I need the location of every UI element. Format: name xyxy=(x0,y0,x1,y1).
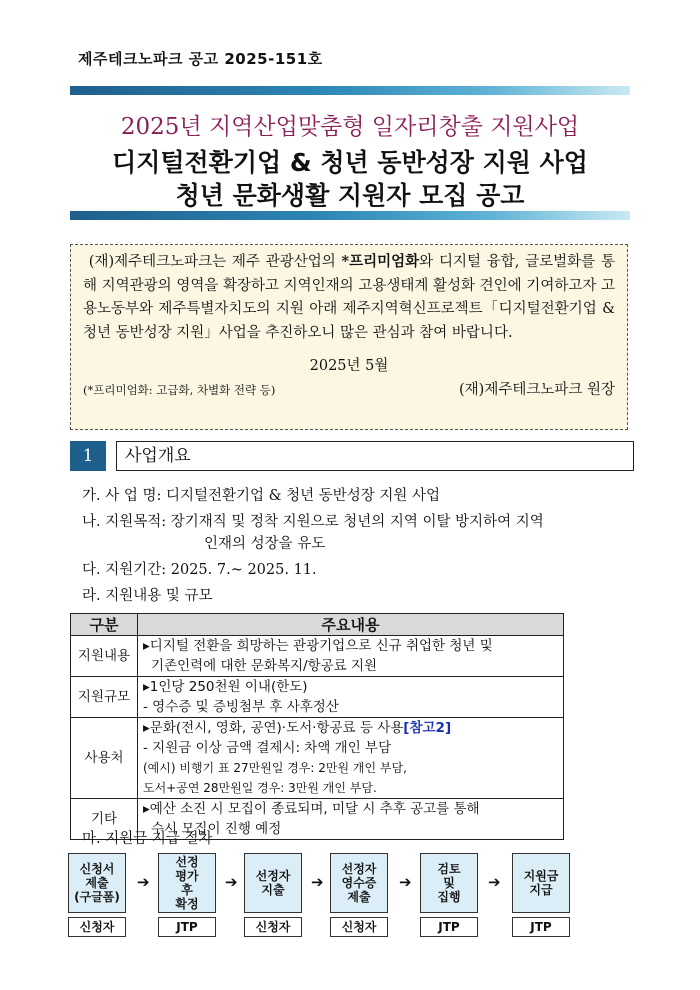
section-title: 사업개요 xyxy=(116,441,634,471)
item-project-name: 가. 사 업 명: 디지털전환기업 & 청년 동반성장 지원 사업 xyxy=(82,488,441,504)
table-header-row xyxy=(71,614,564,636)
flow-step-6: 지원금 지급 xyxy=(512,853,570,913)
row-content-usage: ▸문화(전시, 영화, 공연)·도서·항공료 등 사용[참고2] - 지원금 이상 금액 결제시: 차액 개인 부담 (예시) 비행기 표 27만원일 경우: 2만원 개인 부담, 도서+공연 28만원일 경우: 3만원 개인 부담. xyxy=(138,718,564,799)
row-content-etc: ▸예산 소진 시 모집이 종료되며, 미달 시 추후 공고를 통해 수시 모집이 진행 예정 xyxy=(138,799,564,840)
intro-footnote: (*프리미엄화: 고급화, 차별화 전략 등) xyxy=(83,382,276,397)
flow-actor-2: JTP xyxy=(158,917,216,937)
item-period: 다. 지원기간: 2025. 7.~ 2025. 11. xyxy=(82,562,317,578)
row-content-support-scale: ▸1인당 250천원 이내(한도) - 영수증 및 증빙첨부 후 사후정산 xyxy=(138,677,564,718)
table-header-category: 구분 xyxy=(71,614,138,636)
table-row xyxy=(71,677,564,718)
intro-box xyxy=(70,244,628,430)
support-table xyxy=(70,613,564,840)
intro-date: 2025년 5월 xyxy=(309,358,389,374)
table-row xyxy=(71,718,564,799)
intro-signature: (재)제주테크노파크 원장 xyxy=(459,381,615,398)
flow-actor-3: 신청자 xyxy=(244,917,302,937)
row-label-support-scale: 지원규모 xyxy=(71,677,138,718)
flow-step-1: 신청서 제출 (구글폼) xyxy=(68,853,126,913)
row-label-etc: 기타 xyxy=(71,799,138,840)
item-content-scale: 라. 지원내용 및 규모 xyxy=(82,588,213,604)
flow-actor-6: JTP xyxy=(512,917,570,937)
header-top-bar xyxy=(70,86,630,95)
payment-flow xyxy=(0,853,700,938)
item-purpose-continued: 인재의 성장을 유도 xyxy=(204,536,326,552)
table-header-content: 주요내용 xyxy=(138,614,564,636)
flow-step-5: 검토 및 집행 xyxy=(420,853,478,913)
arrow-icon: ➔ xyxy=(137,873,150,891)
flow-step-3: 선정자 지출 xyxy=(244,853,302,913)
row-content-support-content: ▸디지털 전환을 희망하는 관광기업으로 신규 취업한 청년 및 기존인력에 대한 문화복지/항공료 지원 xyxy=(138,636,564,677)
project-title: 디지털전환기업 & 청년 동반성장 지원 사업 xyxy=(112,148,588,177)
arrow-icon: ➔ xyxy=(488,873,501,891)
reference-tag: [참고2] xyxy=(403,720,452,736)
arrow-icon: ➔ xyxy=(399,873,412,891)
intro-text: (재)제주테크노파크는 제주 관광산업의 *프리미엄화와 디지털 융합, 글로벌화를 통해 지역관광의 영역을 확장하고 지역인재의 고용생태계 활성화 견인에 기여하고자 고용노동부와 제주특별자치도의 지원 아래 제주지역혁신프로젝트「디지털전환기업 & 청년 동반성장 지원」사업을 추진하오니 많은 관심과 참여 바랍니다. xyxy=(83,253,615,341)
flow-actor-1: 신청자 xyxy=(68,917,126,937)
flow-actor-5: JTP xyxy=(420,917,478,937)
table-row xyxy=(71,636,564,677)
intro-emphasis: *프리미엄화 xyxy=(341,253,420,270)
announcement-title: 청년 문화생활 지원자 모집 공고 xyxy=(175,181,525,210)
section-number: 1 xyxy=(70,441,106,471)
arrow-icon: ➔ xyxy=(225,873,238,891)
program-title: 2025년 지역산업맞춤형 일자리창출 지원사업 xyxy=(120,114,580,140)
section-header xyxy=(70,441,626,471)
row-label-usage: 사용처 xyxy=(71,718,138,799)
item-purpose: 나. 지원목적: 장기재직 및 정착 지원으로 청년의 지역 이탈 방지하여 지역 xyxy=(82,514,544,530)
flow-actor-4: 신청자 xyxy=(330,917,388,937)
arrow-icon: ➔ xyxy=(311,873,324,891)
flow-step-2: 선정 평가 후 확정 xyxy=(158,853,216,913)
row-label-support-content: 지원내용 xyxy=(71,636,138,677)
header-bottom-bar xyxy=(70,211,630,220)
flow-step-4: 선정자 영수증 제출 xyxy=(330,853,388,913)
item-payment-procedure: 마. 지원금 지급 절차 xyxy=(82,831,213,847)
notice-number: 제주테크노파크 공고 2025-151호 xyxy=(78,50,323,68)
